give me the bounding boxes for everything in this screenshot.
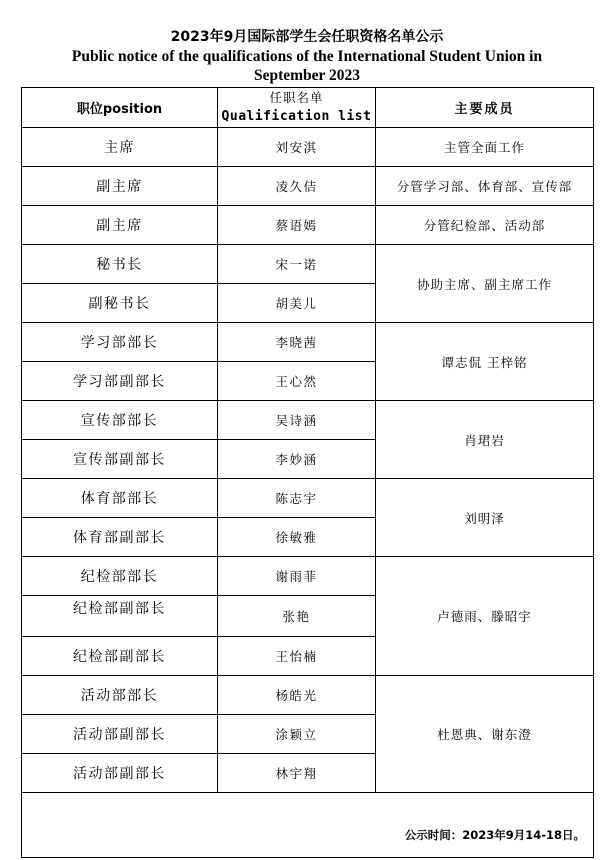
position-cell: 活动部副部长 xyxy=(22,754,218,793)
name-cell: 涂颖立 xyxy=(218,715,376,754)
table-row xyxy=(22,206,594,245)
position-cell: 宣传部副部长 xyxy=(22,440,218,479)
name-cell: 张艳 xyxy=(218,596,376,637)
table-row xyxy=(22,167,594,206)
position-cell: 副主席 xyxy=(22,167,218,206)
table-row xyxy=(22,676,594,715)
table-header-row xyxy=(22,88,594,128)
name-cell: 王心然 xyxy=(218,362,376,401)
position-cell: 活动部部长 xyxy=(22,676,218,715)
name-cell: 李妙涵 xyxy=(218,440,376,479)
name-cell: 徐敏雅 xyxy=(218,518,376,557)
position-cell: 活动部副部长 xyxy=(22,715,218,754)
name-cell: 谢雨菲 xyxy=(218,557,376,596)
table-row xyxy=(22,479,594,518)
position-cell: 纪检部部长 xyxy=(22,557,218,596)
name-cell: 蔡语嫣 xyxy=(218,206,376,245)
members-cell: 谭志侃 王梓铭 xyxy=(376,323,594,401)
name-cell: 胡美儿 xyxy=(218,284,376,323)
qualification-table xyxy=(21,87,594,858)
header-qualification-list xyxy=(218,88,376,128)
members-cell: 分管学习部、体育部、宣传部 xyxy=(376,167,594,206)
members-cell: 主管全面工作 xyxy=(376,128,594,167)
table-row xyxy=(22,245,594,284)
name-cell: 吴诗涵 xyxy=(218,401,376,440)
table-row xyxy=(22,401,594,440)
name-cell: 陈志宇 xyxy=(218,479,376,518)
members-cell: 杜恩典、谢东澄 xyxy=(376,676,594,793)
position-cell: 体育部部长 xyxy=(22,479,218,518)
name-cell: 刘安淇 xyxy=(218,128,376,167)
position-cell: 纪检部副部长 xyxy=(22,596,218,637)
members-cell: 刘明泽 xyxy=(376,479,594,557)
name-cell: 凌久佶 xyxy=(218,167,376,206)
members-cell: 协助主席、副主席工作 xyxy=(376,245,594,323)
position-cell: 纪检部副部长 xyxy=(22,637,218,676)
position-cell: 副主席 xyxy=(22,206,218,245)
members-cell: 卢德雨、滕昭宇 xyxy=(376,557,594,676)
publication-period: 公示时间：2023年9月14-18日。 xyxy=(22,793,594,858)
position-cell: 副秘书长 xyxy=(22,284,218,323)
position-cell: 体育部副部长 xyxy=(22,518,218,557)
position-cell: 秘书长 xyxy=(22,245,218,284)
table-footer-row xyxy=(22,793,594,858)
header-main-members: 主要成员 xyxy=(376,88,594,128)
table-row xyxy=(22,557,594,596)
table-row xyxy=(22,128,594,167)
position-cell: 主席 xyxy=(22,128,218,167)
name-cell: 林宇翔 xyxy=(218,754,376,793)
members-cell: 肖珺岩 xyxy=(376,401,594,479)
name-cell: 宋一诺 xyxy=(218,245,376,284)
header-list-chinese: 任职名单 xyxy=(269,90,324,105)
name-cell: 杨皓光 xyxy=(218,676,376,715)
position-cell: 宣传部部长 xyxy=(22,401,218,440)
document-title-english: Public notice of the qualifications of the International Student Union in September 2023 xyxy=(71,48,543,84)
header-list-english: Qualification list xyxy=(221,109,372,124)
name-cell: 王怡楠 xyxy=(218,637,376,676)
position-cell: 学习部部长 xyxy=(22,323,218,362)
document-title-chinese: 2023年9月国际部学生会任职资格名单公示 xyxy=(170,29,444,45)
members-cell: 分管纪检部、活动部 xyxy=(376,206,594,245)
position-cell: 学习部副部长 xyxy=(22,362,218,401)
header-position: 职位position xyxy=(22,88,218,128)
table-row xyxy=(22,323,594,362)
name-cell: 李晓茜 xyxy=(218,323,376,362)
